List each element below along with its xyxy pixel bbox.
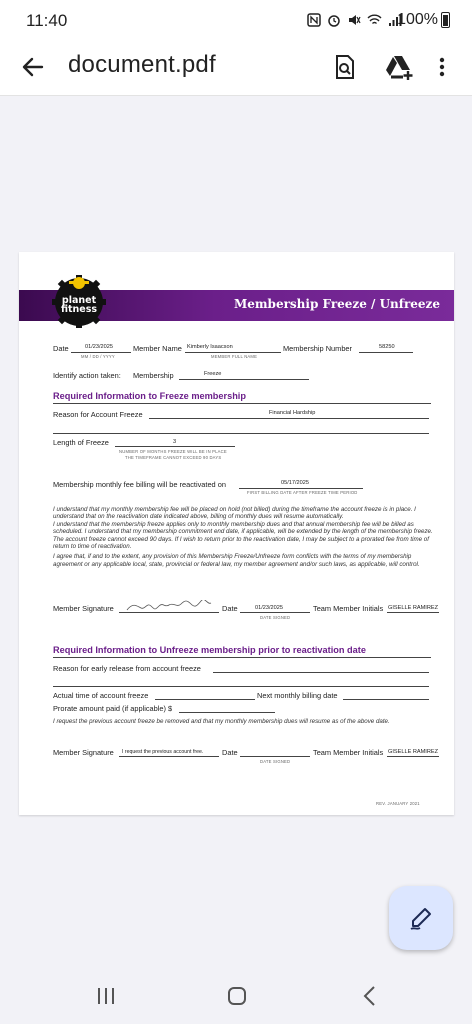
reactivation-value[interactable]: 05/17/2025 bbox=[281, 480, 309, 486]
signature2-value[interactable]: I request the previous account free. bbox=[122, 749, 204, 755]
system-nav-bar bbox=[0, 968, 472, 1024]
member-number-value[interactable]: 58250 bbox=[379, 344, 395, 350]
team-initials2-label: Team Member Initials bbox=[313, 748, 384, 757]
more-options-icon[interactable] bbox=[432, 52, 452, 82]
status-time: 11:40 bbox=[26, 11, 68, 30]
date-signed-hint: DATE SIGNED bbox=[260, 615, 291, 620]
member-number-label: Membership Number bbox=[283, 344, 353, 353]
freeze-terms-paragraph bbox=[53, 506, 433, 568]
reactivation-hint: FIRST BILLING DATE AFTER FREEZE TIME PERIOD bbox=[247, 490, 358, 495]
annotate-button[interactable] bbox=[389, 886, 453, 950]
length-hint-2: THE TIMEFRAME CANNOT EXCEED 90 DAYS bbox=[125, 455, 222, 460]
search-in-document-icon[interactable] bbox=[330, 52, 360, 82]
reason-value[interactable]: Financial Hardship bbox=[269, 410, 316, 416]
terms-para-3: The account freeze cannot exceed 90 days. If I wish to return prior to the reactivation date, I may be subject to a prorated fee from time of return to time of reactivation. bbox=[53, 535, 429, 551]
terms-para-4: I agree that, if and to the extent, any provision of this Membership Freeze/Unfreeze form conflicts with the terms of my membership agreement or any applicable local, state, provincial or federal law, my member agreement and/or such laws, as applicable, will control. bbox=[53, 553, 420, 568]
unfreeze-section-title: Required Information to Unfreeze membership prior to reactivation date bbox=[53, 645, 366, 655]
status-bar bbox=[0, 0, 472, 40]
logo-text-planet: planet bbox=[61, 295, 97, 306]
reason-label: Reason for Account Freeze bbox=[53, 410, 143, 419]
member-name-label: Member Name bbox=[133, 344, 182, 353]
length-value[interactable]: 3 bbox=[173, 439, 177, 445]
terms-para-2: I understand that the membership freeze applies only to monthly membership dues and that annual membership fee will be billed as scheduled. I understand that my membership commitment end date, if applicable, will be extended by the length of the membership freeze. bbox=[53, 520, 433, 536]
nfc-icon bbox=[307, 13, 321, 27]
actual-time-label: Actual time of account freeze bbox=[53, 691, 149, 700]
app-bar bbox=[0, 40, 472, 96]
signature-date-label: Date bbox=[222, 604, 238, 613]
battery-percent: 100% bbox=[397, 11, 438, 28]
date-signed-hint-2: DATE SIGNED bbox=[260, 759, 291, 764]
back-arrow-icon[interactable] bbox=[18, 52, 48, 82]
pen-icon bbox=[409, 906, 433, 930]
mute-icon bbox=[347, 13, 361, 27]
member-signature-image[interactable] bbox=[123, 600, 217, 614]
freeze-section-title: Required Information to Freeze membership bbox=[53, 391, 246, 401]
unfreeze-paragraph: I request the previous account freeze be removed and that my monthly membership dues will resume as of the above date. bbox=[53, 718, 390, 725]
next-billing-label: Next monthly billing date bbox=[257, 691, 338, 700]
reactivation-label: Membership monthly fee billing will be reactivated on bbox=[53, 480, 226, 489]
signature-label: Member Signature bbox=[53, 604, 114, 613]
team-initials2-value[interactable]: GISELLE RAMIREZ bbox=[388, 749, 439, 755]
team-initials-label: Team Member Initials bbox=[313, 604, 384, 613]
signature2-date-label: Date bbox=[222, 748, 238, 757]
signature-date-value[interactable]: 01/23/2025 bbox=[255, 605, 283, 611]
member-name-value[interactable]: Kimberly Isaacson bbox=[187, 344, 233, 350]
action-membership: Membership bbox=[133, 371, 174, 380]
wifi-icon bbox=[367, 13, 382, 27]
document-title: document.pdf bbox=[68, 51, 216, 78]
prorate-label: Prorate amount paid (if applicable) $ bbox=[53, 704, 173, 713]
logo-text-fitness: fitness bbox=[60, 304, 98, 315]
member-name-hint: MEMBER FULL NAME bbox=[211, 354, 258, 359]
alarm-icon bbox=[327, 13, 341, 27]
length-label: Length of Freeze bbox=[53, 438, 109, 447]
save-to-drive-icon[interactable] bbox=[384, 52, 414, 82]
battery-icon bbox=[441, 12, 450, 28]
planet-fitness-logo bbox=[51, 272, 107, 328]
status-icons bbox=[307, 13, 402, 27]
terms-para-1: I understand that my monthly membership fee will be placed on hold (not billed) during the timeframe the account freeze is in place. I understand that on the reactivation date indicated above, billing of monthly dues will resume automatically. bbox=[53, 506, 416, 521]
date-hint: MM / DD / YYYY bbox=[81, 354, 115, 359]
date-value[interactable]: 01/23/2025 bbox=[85, 344, 113, 350]
signature2-label: Member Signature bbox=[53, 748, 114, 757]
team-initials-value[interactable]: GISELLE RAMIREZ bbox=[388, 605, 439, 611]
early-release-label: Reason for early release from account freeze bbox=[53, 664, 201, 673]
action-value[interactable]: Freeze bbox=[204, 371, 222, 377]
length-hint-1: NUMBER OF MONTHS FREEZE WILL BE IN PLACE bbox=[119, 449, 227, 454]
home-icon[interactable] bbox=[223, 982, 251, 1010]
action-label: Identify action taken: bbox=[53, 371, 121, 380]
revision-note: REV. JANUARY 2021 bbox=[376, 801, 420, 806]
recent-apps-icon[interactable] bbox=[92, 982, 120, 1010]
pdf-page bbox=[19, 252, 454, 815]
banner-title: Membership Freeze / Unfreeze bbox=[233, 297, 440, 311]
date-label: Date bbox=[53, 344, 69, 353]
system-back-icon[interactable] bbox=[356, 982, 384, 1010]
